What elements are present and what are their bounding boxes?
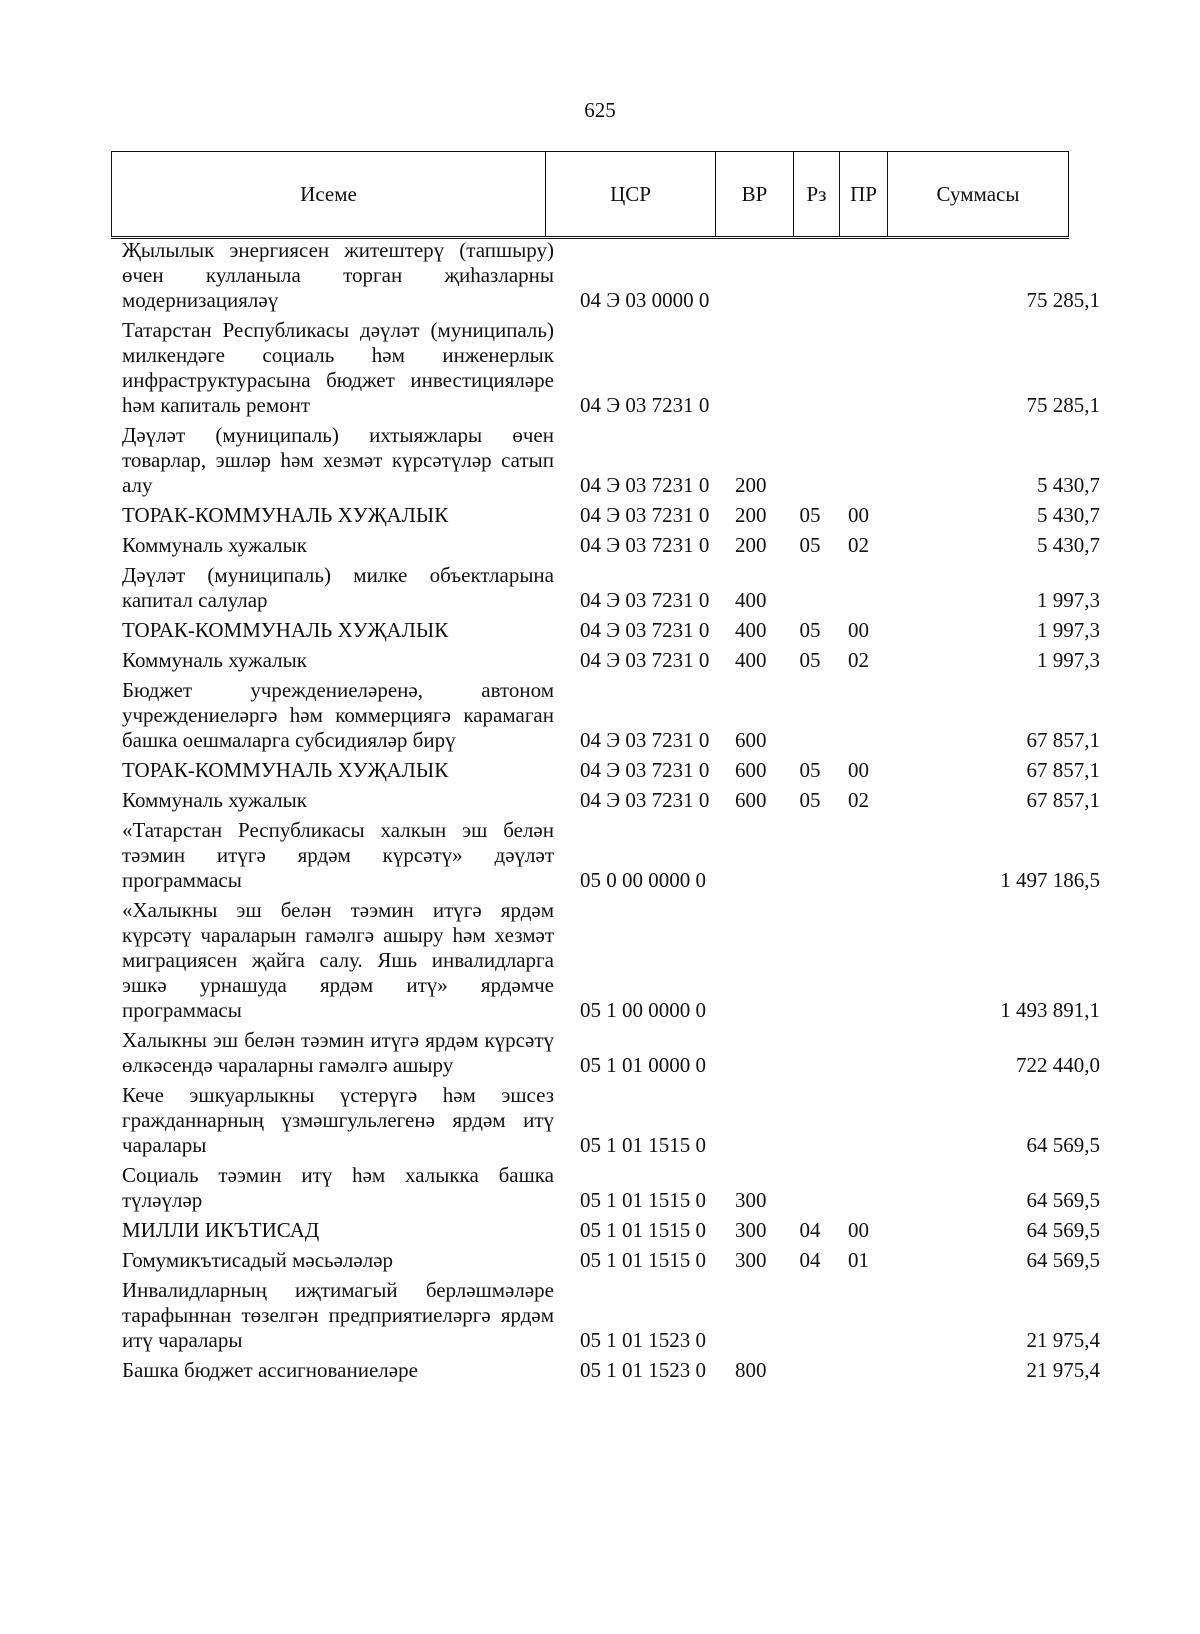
cell-vr: 300 [735, 1248, 767, 1272]
cell-name: Халыкны эш белән тәэмин итүгә ярдәм күрсәтү өлкәсендә чараларны гамәлгә ашыру [122, 1028, 554, 1077]
table-row [122, 818, 1100, 893]
cell-rz: 05 [799, 618, 821, 642]
cell-vr: 600 [735, 728, 767, 752]
cell-name: Татарстан Республикасы дәүләт (муниципаль) милкендәге социаль һәм инженерлык инфраструктурасына бюджет инвестицияләре һәм капиталь ремонт [122, 318, 554, 417]
cell-sum: 75 285,1 [1026, 393, 1100, 417]
cell-csr: 04 Э 03 7231 0 [580, 788, 710, 812]
cell-rz: 05 [799, 533, 821, 557]
cell-name: ТОРАК-КОММУНАЛЬ ХУҖАЛЫК [122, 503, 449, 527]
table-row [122, 503, 1100, 528]
cell-sum: 5 430,7 [1037, 533, 1100, 557]
table-row [122, 563, 1100, 613]
cell-vr: 800 [735, 1358, 767, 1382]
cell-csr: 04 Э 03 7231 0 [580, 533, 710, 557]
cell-vr: 300 [735, 1188, 767, 1212]
cell-name: Башка бюджет ассигнованиеләре [122, 1358, 418, 1382]
table-row [122, 618, 1100, 643]
table-row [122, 898, 1100, 1023]
cell-sum: 75 285,1 [1026, 288, 1100, 312]
cell-csr: 05 1 01 1523 0 [580, 1328, 706, 1352]
cell-sum: 1 493 891,1 [1000, 998, 1100, 1022]
column-header-rz: Рз [794, 152, 840, 238]
table-row [122, 1358, 1100, 1383]
cell-vr: 200 [735, 473, 767, 497]
cell-pr: 02 [848, 648, 869, 672]
cell-sum: 1 997,3 [1037, 648, 1100, 672]
cell-sum: 67 857,1 [1026, 728, 1100, 752]
cell-csr: 04 Э 03 7231 0 [580, 758, 710, 782]
cell-rz: 04 [799, 1248, 821, 1272]
column-header-name: Исеме [112, 152, 546, 238]
cell-csr: 04 Э 03 0000 0 [580, 288, 710, 312]
column-header-vr: ВР [716, 152, 794, 238]
cell-vr: 600 [735, 758, 767, 782]
cell-rz: 05 [799, 758, 821, 782]
cell-csr: 05 1 00 0000 0 [580, 998, 706, 1022]
cell-csr: 05 1 01 1523 0 [580, 1358, 706, 1382]
cell-name: «Халыкны эш белән тәэмин итүгә ярдәм күрсәтү чараларын гамәлгә ашыру һәм хезмәт миграциясен җайга салу. Яшь инвалидларга эшкә урнашуда ярдәм итү» ярдәмче программасы [122, 898, 554, 1022]
table-row [122, 1278, 1100, 1353]
cell-sum: 67 857,1 [1026, 788, 1100, 812]
table-row [122, 1163, 1100, 1213]
cell-rz: 05 [799, 503, 821, 527]
cell-vr: 400 [735, 648, 767, 672]
cell-sum: 64 569,5 [1026, 1133, 1100, 1157]
cell-sum: 5 430,7 [1037, 503, 1100, 527]
cell-vr: 200 [735, 503, 767, 527]
cell-name: ТОРАК-КОММУНАЛЬ ХУҖАЛЫК [122, 618, 449, 642]
cell-name: Коммуналь хужалык [122, 533, 307, 557]
cell-name: Бюджет учреждениеләренә, автоном учреждениеләргә һәм коммерциягә карамаган башка оешмаларга субсидияләр бирү [122, 678, 554, 752]
cell-csr: 05 1 01 1515 0 [580, 1133, 706, 1157]
cell-sum: 1 997,3 [1037, 588, 1100, 612]
table-header [111, 151, 1069, 239]
table-row [122, 1083, 1100, 1158]
cell-name: ТОРАК-КОММУНАЛЬ ХУҖАЛЫК [122, 758, 449, 782]
cell-pr: 02 [848, 533, 869, 557]
cell-csr: 04 Э 03 7231 0 [580, 728, 710, 752]
cell-name: Гомумикътисадый мәсьәләләр [122, 1248, 394, 1272]
cell-vr: 200 [735, 533, 767, 557]
cell-sum: 21 975,4 [1026, 1358, 1100, 1382]
cell-name: Җылылык энергиясен житештерү (тапшыру) өчен кулланыла торган җиһазларны модернизацияләү [122, 238, 554, 312]
cell-sum: 1 997,3 [1037, 618, 1100, 642]
column-header-sum: Суммасы [888, 152, 1069, 238]
table-row [122, 533, 1100, 558]
column-header-pr: ПР [840, 152, 888, 238]
cell-pr: 00 [848, 1218, 869, 1242]
cell-pr: 02 [848, 788, 869, 812]
cell-rz: 05 [799, 648, 821, 672]
cell-sum: 5 430,7 [1037, 473, 1100, 497]
cell-csr: 04 Э 03 7231 0 [580, 473, 710, 497]
table-row [122, 1028, 1100, 1078]
cell-sum: 64 569,5 [1026, 1218, 1100, 1242]
cell-csr: 05 0 00 0000 0 [580, 868, 706, 892]
cell-csr: 04 Э 03 7231 0 [580, 588, 710, 612]
table-row [122, 423, 1100, 498]
column-header-csr: ЦСР [546, 152, 716, 238]
cell-csr: 05 1 01 1515 0 [580, 1218, 706, 1242]
cell-sum: 64 569,5 [1026, 1248, 1100, 1272]
table-row [122, 1248, 1100, 1273]
cell-rz: 04 [799, 1218, 821, 1242]
cell-csr: 05 1 01 1515 0 [580, 1248, 706, 1272]
cell-name: Коммуналь хужалык [122, 788, 307, 812]
cell-pr: 00 [848, 503, 869, 527]
table-row [122, 758, 1100, 783]
cell-csr: 04 Э 03 7231 0 [580, 618, 710, 642]
cell-sum: 1 497 186,5 [1000, 868, 1100, 892]
cell-vr: 600 [735, 788, 767, 812]
cell-vr: 400 [735, 618, 767, 642]
cell-csr: 04 Э 03 7231 0 [580, 503, 710, 527]
cell-sum: 722 440,0 [1016, 1053, 1100, 1077]
cell-name: Кече эшкуарлыкны үстерүгә һәм эшсез гражданнарның үзмәшгульлегенә ярдәм итү чаралары [122, 1083, 554, 1157]
cell-pr: 00 [848, 758, 869, 782]
cell-csr: 05 1 01 0000 0 [580, 1053, 706, 1077]
cell-sum: 64 569,5 [1026, 1188, 1100, 1212]
cell-vr: 400 [735, 588, 767, 612]
table-row [122, 1218, 1100, 1243]
cell-pr: 01 [848, 1248, 869, 1272]
table-row [122, 788, 1100, 813]
table-row [122, 238, 1100, 313]
table-body [122, 238, 1100, 1383]
cell-pr: 00 [848, 618, 869, 642]
cell-name: Дәүләт (муниципаль) ихтыяжлары өчен товарлар, эшләр һәм хезмәт күрсәтүләр сатып алу [122, 423, 554, 497]
cell-rz: 05 [799, 788, 821, 812]
cell-name: МИЛЛИ ИКЪТИСАД [122, 1218, 320, 1242]
cell-sum: 67 857,1 [1026, 758, 1100, 782]
cell-sum: 21 975,4 [1026, 1328, 1100, 1352]
table-row [122, 648, 1100, 673]
cell-name: Дәүләт (муниципаль) милке объектларына капитал салулар [122, 563, 554, 612]
cell-name: Инвалидларның иҗтимагый берләшмәләре тарафыннан төзелгән предприятиеләргә ярдәм итү чаралары [122, 1278, 554, 1352]
cell-name: Социаль тәэмин итү һәм халыкка башка түләүләр [122, 1163, 554, 1212]
cell-name: Коммуналь хужалык [122, 648, 307, 672]
cell-vr: 300 [735, 1218, 767, 1242]
table-row [122, 678, 1100, 753]
table-row [122, 318, 1100, 418]
cell-name: «Татарстан Республикасы халкын эш белән тәэмин итүгә ярдәм күрсәтү» дәүләт программасы [122, 818, 554, 892]
page-number: 625 [584, 98, 616, 122]
cell-csr: 04 Э 03 7231 0 [580, 648, 710, 672]
cell-csr: 04 Э 03 7231 0 [580, 393, 710, 417]
cell-csr: 05 1 01 1515 0 [580, 1188, 706, 1212]
